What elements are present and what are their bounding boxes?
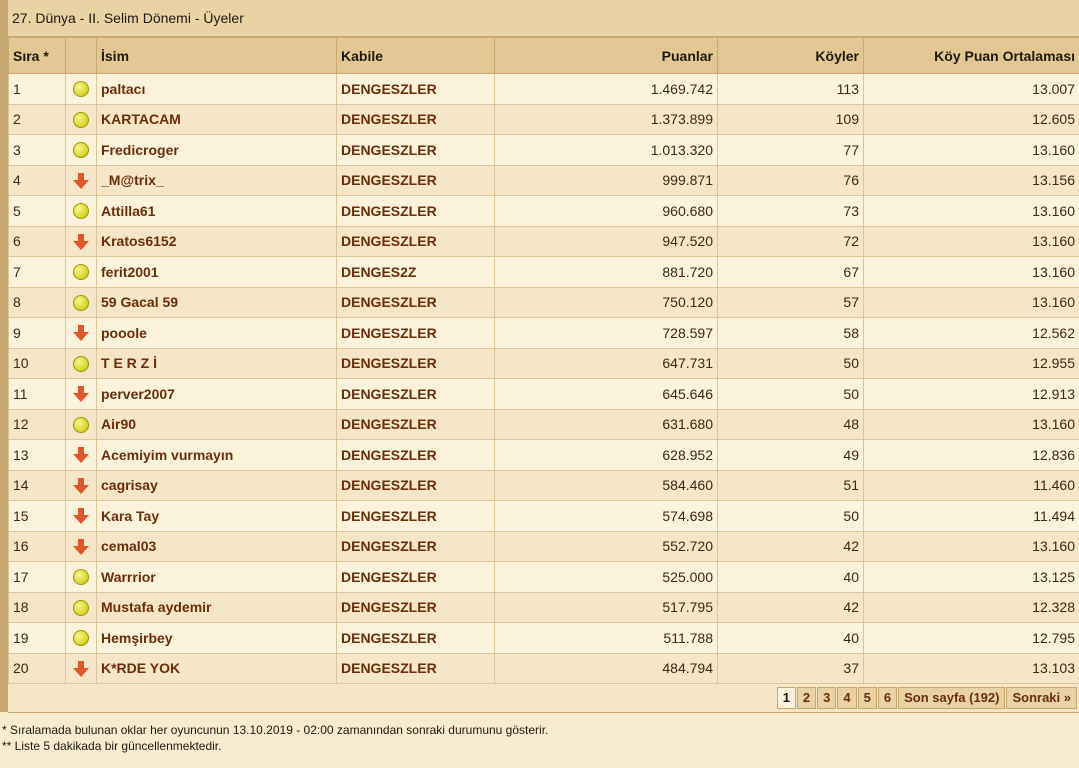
yellow-dot-icon: [73, 356, 89, 372]
avg-points-cell: 12.605: [864, 104, 1079, 135]
table-row: [9, 287, 1079, 318]
table-row: [9, 379, 1079, 410]
tribe-name-link[interactable]: DENGESZLER: [337, 318, 495, 349]
page-link-5[interactable]: 5: [858, 687, 877, 709]
panel-title: 27. Dünya - II. Selim Dönemi - Üyeler: [8, 0, 1079, 37]
yellow-dot-icon: [73, 81, 89, 97]
points-cell: 960.680: [495, 196, 718, 227]
tribe-name-link[interactable]: DENGESZLER: [337, 592, 495, 623]
footnotes: [2, 722, 548, 754]
tribe-name-link[interactable]: DENGESZLER: [337, 653, 495, 684]
tribe-name-link[interactable]: DENGES2Z: [337, 257, 495, 288]
status-cell: [66, 196, 97, 227]
down-arrow-icon: [73, 539, 89, 555]
yellow-dot-icon: [73, 417, 89, 433]
down-arrow-icon: [73, 173, 89, 189]
tribe-name-link[interactable]: DENGESZLER: [337, 104, 495, 135]
down-arrow-icon: [73, 508, 89, 524]
status-cell: [66, 501, 97, 532]
villages-cell: 50: [718, 501, 864, 532]
table-row: [9, 623, 1079, 654]
villages-cell: 113: [718, 74, 864, 105]
points-cell: 631.680: [495, 409, 718, 440]
villages-cell: 49: [718, 440, 864, 471]
points-cell: 552.720: [495, 531, 718, 562]
status-cell: [66, 470, 97, 501]
table-row: [9, 318, 1079, 349]
avg-points-cell: 13.156: [864, 165, 1079, 196]
page-link-1[interactable]: 1: [777, 687, 796, 709]
points-cell: 947.520: [495, 226, 718, 257]
col-avg-header[interactable]: Köy Puan Ortalaması: [864, 38, 1079, 74]
status-cell: [66, 562, 97, 593]
avg-points-cell: 13.160: [864, 531, 1079, 562]
col-name-header[interactable]: İsim: [97, 38, 337, 74]
avg-points-cell: 12.795: [864, 623, 1079, 654]
table-row: [9, 592, 1079, 623]
villages-cell: 51: [718, 470, 864, 501]
status-cell: [66, 379, 97, 410]
avg-points-cell: 13.160: [864, 226, 1079, 257]
col-rank-header[interactable]: Sıra *: [9, 38, 66, 74]
villages-cell: 50: [718, 348, 864, 379]
avg-points-cell: 13.007: [864, 74, 1079, 105]
table-row: [9, 531, 1079, 562]
villages-cell: 58: [718, 318, 864, 349]
table-row: [9, 226, 1079, 257]
player-name-link[interactable]: Acemiyim vurmayın: [97, 440, 337, 471]
points-cell: 1.469.742: [495, 74, 718, 105]
villages-cell: 73: [718, 196, 864, 227]
table-row: [9, 501, 1079, 532]
down-arrow-icon: [73, 325, 89, 341]
status-cell: [66, 440, 97, 471]
avg-points-cell: 13.103: [864, 653, 1079, 684]
points-cell: 750.120: [495, 287, 718, 318]
col-points-header[interactable]: Puanlar: [495, 38, 718, 74]
player-name-link[interactable]: Hemşirbey: [97, 623, 337, 654]
avg-points-cell: 12.328: [864, 592, 1079, 623]
status-cell: [66, 653, 97, 684]
page-link-6[interactable]: 6: [878, 687, 897, 709]
tribe-name-link[interactable]: DENGESZLER: [337, 165, 495, 196]
last-page-link[interactable]: Son sayfa (192): [898, 687, 1005, 709]
tribe-name-link[interactable]: DENGESZLER: [337, 196, 495, 227]
col-villages-header[interactable]: Köyler: [718, 38, 864, 74]
points-cell: 574.698: [495, 501, 718, 532]
col-tribe-header[interactable]: Kabile: [337, 38, 495, 74]
avg-points-cell: 13.160: [864, 257, 1079, 288]
player-name-link[interactable]: pooole: [97, 318, 337, 349]
rank-cell: 10: [9, 348, 66, 379]
down-arrow-icon: [73, 386, 89, 402]
points-cell: 645.646: [495, 379, 718, 410]
player-name-link[interactable]: 59 Gacal 59: [97, 287, 337, 318]
rank-cell: 19: [9, 623, 66, 654]
rank-cell: 1: [9, 74, 66, 105]
villages-cell: 72: [718, 226, 864, 257]
yellow-dot-icon: [73, 142, 89, 158]
rank-cell: 6: [9, 226, 66, 257]
tribe-name-link[interactable]: DENGESZLER: [337, 135, 495, 166]
table-row: [9, 135, 1079, 166]
tribe-name-link[interactable]: DENGESZLER: [337, 348, 495, 379]
status-cell: [66, 592, 97, 623]
status-cell: [66, 104, 97, 135]
villages-cell: 48: [718, 409, 864, 440]
table-row: [9, 196, 1079, 227]
points-cell: 881.720: [495, 257, 718, 288]
avg-points-cell: 11.494: [864, 501, 1079, 532]
status-cell: [66, 257, 97, 288]
rank-cell: 4: [9, 165, 66, 196]
points-cell: 517.795: [495, 592, 718, 623]
villages-cell: 76: [718, 165, 864, 196]
yellow-dot-icon: [73, 264, 89, 280]
status-cell: [66, 348, 97, 379]
rank-cell: 18: [9, 592, 66, 623]
status-cell: [66, 74, 97, 105]
avg-points-cell: 11.460: [864, 470, 1079, 501]
tribe-name-link[interactable]: DENGESZLER: [337, 74, 495, 105]
yellow-dot-icon: [73, 569, 89, 585]
avg-points-cell: 12.913: [864, 379, 1079, 410]
tribe-name-link[interactable]: DENGESZLER: [337, 623, 495, 654]
player-name-link[interactable]: cagrisay: [97, 470, 337, 501]
player-name-link[interactable]: KARTACAM: [97, 104, 337, 135]
points-cell: 999.871: [495, 165, 718, 196]
avg-points-cell: 13.160: [864, 409, 1079, 440]
points-cell: 1.013.320: [495, 135, 718, 166]
avg-points-cell: 12.836: [864, 440, 1079, 471]
footnote-update: ** Liste 5 dakikada bir güncellenmektedir.: [2, 739, 222, 753]
table-row: [9, 409, 1079, 440]
tribe-name-link[interactable]: DENGESZLER: [337, 409, 495, 440]
down-arrow-icon: [73, 661, 89, 677]
rank-cell: 20: [9, 653, 66, 684]
rank-cell: 12: [9, 409, 66, 440]
tribe-name-link[interactable]: DENGESZLER: [337, 226, 495, 257]
player-name-link[interactable]: perver2007: [97, 379, 337, 410]
tribe-name-link[interactable]: DENGESZLER: [337, 440, 495, 471]
down-arrow-icon: [73, 447, 89, 463]
avg-points-cell: 13.160: [864, 135, 1079, 166]
status-cell: [66, 287, 97, 318]
villages-cell: 109: [718, 104, 864, 135]
table-row: [9, 165, 1079, 196]
table-row: [9, 74, 1079, 105]
page-link-3[interactable]: 3: [817, 687, 836, 709]
avg-points-cell: 13.160: [864, 196, 1079, 227]
player-name-link[interactable]: paltacı: [97, 74, 337, 105]
page-link-4[interactable]: 4: [837, 687, 856, 709]
avg-points-cell: 12.562: [864, 318, 1079, 349]
rank-cell: 5: [9, 196, 66, 227]
rank-cell: 7: [9, 257, 66, 288]
status-cell: [66, 409, 97, 440]
tribe-name-link[interactable]: DENGESZLER: [337, 287, 495, 318]
members-table-body: [9, 74, 1079, 684]
rank-cell: 16: [9, 531, 66, 562]
points-cell: 1.373.899: [495, 104, 718, 135]
status-cell: [66, 226, 97, 257]
villages-cell: 37: [718, 653, 864, 684]
rank-cell: 8: [9, 287, 66, 318]
villages-cell: 40: [718, 623, 864, 654]
avg-points-cell: 13.125: [864, 562, 1079, 593]
table-row: [9, 562, 1079, 593]
points-cell: 584.460: [495, 470, 718, 501]
members-table: [8, 37, 1079, 684]
status-cell: [66, 135, 97, 166]
villages-cell: 57: [718, 287, 864, 318]
table-row: [9, 653, 1079, 684]
yellow-dot-icon: [73, 295, 89, 311]
down-arrow-icon: [73, 234, 89, 250]
player-name-link[interactable]: cemal03: [97, 531, 337, 562]
col-status-header: [66, 38, 97, 74]
avg-points-cell: 12.955: [864, 348, 1079, 379]
player-name-link[interactable]: Warrrior: [97, 562, 337, 593]
player-name-link[interactable]: Kratos6152: [97, 226, 337, 257]
villages-cell: 40: [718, 562, 864, 593]
status-cell: [66, 531, 97, 562]
rank-cell: 17: [9, 562, 66, 593]
table-row: [9, 348, 1079, 379]
player-name-link[interactable]: Fredicroger: [97, 135, 337, 166]
player-name-link[interactable]: ferit2001: [97, 257, 337, 288]
points-cell: 525.000: [495, 562, 718, 593]
avg-points-cell: 13.160: [864, 287, 1079, 318]
yellow-dot-icon: [73, 112, 89, 128]
points-cell: 647.731: [495, 348, 718, 379]
status-cell: [66, 165, 97, 196]
player-name-link[interactable]: K*RDE YOK: [97, 653, 337, 684]
table-row: [9, 470, 1079, 501]
player-name-link[interactable]: Mustafa aydemir: [97, 592, 337, 623]
rank-cell: 14: [9, 470, 66, 501]
rank-cell: 2: [9, 104, 66, 135]
player-name-link[interactable]: Kara Tay: [97, 501, 337, 532]
player-name-link[interactable]: _M@trix_: [97, 165, 337, 196]
player-name-link[interactable]: Attilla61: [97, 196, 337, 227]
table-row: [9, 104, 1079, 135]
points-cell: 728.597: [495, 318, 718, 349]
rank-cell: 3: [9, 135, 66, 166]
tribe-name-link[interactable]: DENGESZLER: [337, 379, 495, 410]
status-cell: [66, 318, 97, 349]
villages-cell: 67: [718, 257, 864, 288]
tribe-name-link[interactable]: DENGESZLER: [337, 531, 495, 562]
tribe-name-link[interactable]: DENGESZLER: [337, 470, 495, 501]
down-arrow-icon: [73, 478, 89, 494]
table-row: [9, 257, 1079, 288]
page-link-2[interactable]: 2: [797, 687, 816, 709]
table-row: [9, 440, 1079, 471]
next-page-link[interactable]: Sonraki »: [1006, 687, 1077, 709]
villages-cell: 50: [718, 379, 864, 410]
rank-cell: 9: [9, 318, 66, 349]
tribe-name-link[interactable]: DENGESZLER: [337, 501, 495, 532]
points-cell: 511.788: [495, 623, 718, 654]
yellow-dot-icon: [73, 630, 89, 646]
pagination: [776, 687, 1077, 709]
villages-cell: 42: [718, 592, 864, 623]
points-cell: 484.794: [495, 653, 718, 684]
yellow-dot-icon: [73, 600, 89, 616]
player-name-link[interactable]: T E R Z İ: [97, 348, 337, 379]
pagination-row: [8, 684, 1079, 713]
tribe-name-link[interactable]: DENGESZLER: [337, 562, 495, 593]
table-header-row: [9, 38, 1079, 74]
yellow-dot-icon: [73, 203, 89, 219]
player-name-link[interactable]: Air90: [97, 409, 337, 440]
footnote-arrows: * Sıralamada bulunan oklar her oyuncunun 13.10.2019 - 02:00 zamanından sonraki durumunu gösterir.: [2, 723, 549, 737]
rank-cell: 13: [9, 440, 66, 471]
status-cell: [66, 623, 97, 654]
rank-cell: 11: [9, 379, 66, 410]
villages-cell: 42: [718, 531, 864, 562]
points-cell: 628.952: [495, 440, 718, 471]
rank-cell: 15: [9, 501, 66, 532]
villages-cell: 77: [718, 135, 864, 166]
